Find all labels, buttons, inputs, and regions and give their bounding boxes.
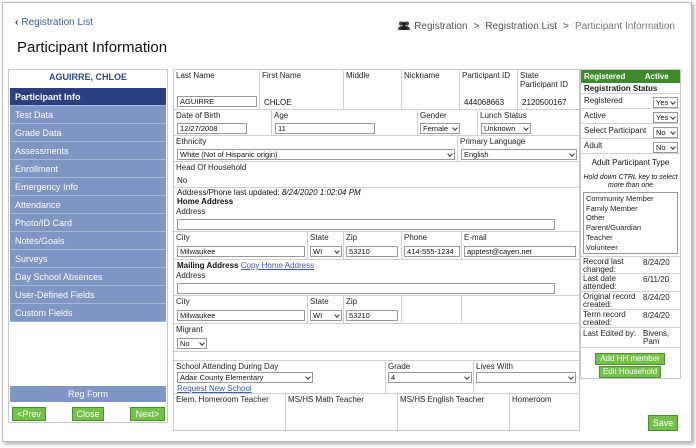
info-value: 8/24/20 [643, 258, 670, 267]
registered-badge: Registered [584, 72, 626, 81]
ethnicity-select[interactable]: White (Not of Hispanic origin) [177, 149, 455, 160]
zip-input[interactable]: 53210 [346, 246, 398, 257]
sidebar-item-emergency-info[interactable]: Emergency Info [10, 178, 166, 196]
info-label: Original record created: [583, 292, 636, 309]
status-label: Registered [584, 96, 623, 105]
dob-label: Date of Birth [176, 111, 221, 120]
state-label: State [310, 233, 329, 242]
mailing-address-input[interactable] [177, 283, 555, 294]
status-label: Select Participant [584, 126, 647, 135]
status-panel [580, 69, 681, 379]
sidebar-item-grade-data[interactable]: Grade Data [10, 124, 166, 142]
age-input[interactable]: 11 [275, 123, 375, 134]
mailing-zip-label: Zip [346, 297, 358, 306]
info-row [581, 310, 680, 328]
participant-id-label: Participant ID [462, 71, 511, 80]
sidebar-item-assessments[interactable]: Assessments [10, 142, 166, 160]
status-header [581, 70, 680, 83]
sidebar [8, 69, 168, 423]
migrant-label: Migrant [176, 325, 203, 334]
sidebar-item-surveys[interactable]: Surveys [10, 250, 166, 268]
city-input[interactable]: Milwaukee [177, 246, 305, 257]
lunch-select[interactable]: Unknown [481, 123, 531, 134]
back-label: Registration List [21, 17, 94, 28]
hoh-cell [174, 162, 580, 188]
hoh-value: No [177, 176, 188, 185]
mailing-address-label: Address [176, 271, 206, 280]
school-select[interactable]: Adair County Elementary [177, 372, 313, 383]
info-value: 6/11/20 [643, 275, 670, 284]
teacher-header-label: Homeroom [512, 395, 552, 404]
student-name: AGUIRRE, CHLOE [48, 72, 127, 82]
sidebar-item-enrollment[interactable]: Enrollment [10, 160, 166, 178]
nickname-label: Nickname [404, 71, 440, 80]
sidebar-item-user-defined-fields[interactable]: User-Defined Fields [10, 286, 166, 304]
email-label: E-mail [464, 233, 487, 242]
page-title: Participant Information [17, 39, 168, 56]
phone-input[interactable]: 414-555-1234 [404, 246, 460, 257]
mailing-state-select[interactable]: WI [310, 310, 342, 321]
teacher-header [398, 394, 510, 431]
adult-type-title: Adult Participant Type [591, 158, 670, 167]
mailing-address-title [177, 261, 314, 270]
state-select[interactable]: WI [310, 246, 342, 257]
address-updated [177, 188, 361, 197]
state-id-label: State Participant ID [520, 71, 569, 89]
sidebar-item-test-data[interactable]: Test Data [10, 106, 166, 124]
migrant-cell [174, 324, 580, 352]
info-label: Last date attended: [583, 274, 617, 291]
listbox-option[interactable]: Community Member [586, 194, 654, 203]
multi-select-hint: Hold down CTRL key to select more than one [583, 174, 678, 189]
crumb-registration-list[interactable]: Registration List [485, 21, 558, 32]
sidebar-item-notes-goals[interactable]: Notes/Goals [10, 232, 166, 250]
info-row [581, 274, 680, 292]
last-name-input[interactable]: AGUIRRE [177, 96, 257, 107]
city-label: City [176, 233, 190, 242]
mailing-city-input[interactable]: Milwaukee [177, 310, 305, 321]
language-select[interactable]: English [461, 149, 577, 160]
sidebar-item-participant-info[interactable]: Participant Info [10, 88, 166, 106]
home-address-title: Home Address [177, 197, 234, 206]
middle-cell [344, 70, 402, 110]
crumb-separator: > [473, 21, 480, 32]
info-value: 8/24/20 [643, 293, 670, 302]
active-select[interactable]: Yes [653, 112, 678, 123]
add-hh-member-button[interactable]: Add HH member [595, 353, 665, 365]
teacher-header-label: MS/HS English Teacher [400, 395, 485, 404]
mailing-title: Mailing Address [177, 261, 239, 270]
first-name-value[interactable]: CHLOE [264, 98, 292, 107]
participant-form [173, 69, 580, 431]
registration-status-title: Registration Status [581, 84, 680, 94]
language-label: Primary Language [460, 137, 526, 146]
status-label: Adult [584, 141, 603, 150]
email-input[interactable]: apptest@cayen.net [464, 246, 576, 257]
school-label: School Attending During Day [176, 362, 279, 371]
crumb-registration[interactable]: Registration [414, 21, 468, 32]
close-button[interactable]: Close [72, 407, 104, 421]
next-button[interactable]: Next> [130, 407, 165, 421]
app-window [2, 2, 692, 442]
teacher-header [174, 394, 286, 431]
state-id-value: 2120500167 [522, 98, 567, 107]
active-badge: Active [644, 72, 669, 81]
listbox-option[interactable]: Teacher [586, 232, 613, 242]
listbox-option[interactable]: Volunteer [586, 242, 618, 252]
mailing-city-label: City [176, 297, 190, 306]
info-label: Record last changed: [583, 257, 624, 274]
participant-id-value: 444068663 [464, 98, 505, 107]
people-icon [397, 21, 411, 30]
first-name-label: First Name [262, 71, 302, 80]
hoh-label: Head Of Household [176, 163, 247, 172]
grade-label: Grade [388, 362, 411, 371]
gender-label: Gender [420, 111, 447, 120]
listbox-option[interactable]: Parent/Guardian [586, 223, 642, 233]
teacher-header [286, 394, 398, 431]
sidebar-item-day-school-absences[interactable]: Day School Absences [10, 268, 166, 286]
migrant-select[interactable]: No [177, 338, 207, 349]
updated-label: Address/Phone last updated: [177, 188, 280, 197]
prev-button[interactable]: <Prev [12, 407, 46, 421]
gender-select[interactable]: Female [420, 123, 460, 134]
sidebar-item-attendance[interactable]: Attendance [10, 196, 166, 214]
adult-select[interactable]: No [653, 142, 678, 153]
mailing-zip-input[interactable]: 53210 [346, 310, 398, 321]
mailing-blank-cell [402, 296, 462, 324]
sidebar-item-photo-id-card[interactable]: Photo/ID Card [10, 214, 166, 232]
info-row [581, 328, 680, 348]
info-row [581, 292, 680, 310]
teacher-header-label: MS/HS Math Teacher [288, 395, 364, 404]
teacher-header [510, 394, 580, 431]
status-label: Active [584, 111, 606, 120]
crumb-separator: > [563, 21, 569, 32]
phone-label: Phone [404, 233, 428, 242]
zip-label: Zip [346, 233, 358, 242]
listbox-option[interactable]: Family Member [586, 203, 638, 213]
adult-type-listbox[interactable] [583, 192, 678, 254]
listbox-option[interactable]: Other [586, 213, 605, 223]
lives-with-select[interactable] [476, 372, 576, 383]
crumb-current: Participant Information [574, 21, 675, 32]
last-name-label: Last Name [176, 71, 215, 80]
request-new-school-link[interactable]: Request New School [177, 384, 252, 393]
info-value: Bivens, Pam [643, 329, 670, 346]
ethnicity-label: Ethnicity [176, 137, 207, 146]
back-link[interactable] [15, 17, 93, 28]
copy-home-address-link[interactable]: Copy Home Address [240, 261, 315, 270]
info-row [581, 256, 680, 274]
select-participant-select[interactable]: No [653, 127, 678, 138]
age-label: Age [274, 111, 289, 120]
mailing-blank-cell [462, 296, 580, 324]
mailing-state-label: State [310, 297, 329, 306]
lunch-label: Lunch Status [480, 111, 527, 120]
nickname-cell [402, 70, 460, 110]
info-label: Term record created: [583, 310, 626, 327]
lives-with-label: Lives With [476, 362, 513, 371]
save-button[interactable]: Save [648, 415, 678, 431]
middle-label: Middle [346, 71, 370, 80]
reg-form-button[interactable]: Reg Form [10, 386, 166, 402]
edit-household-button[interactable]: Edit Household [599, 366, 661, 378]
info-value: 8/24/20 [643, 311, 670, 320]
info-label: Last Edited by: [583, 329, 636, 338]
updated-value: 8/24/2020 1:02:04 PM [281, 188, 361, 197]
breadcrumb [397, 21, 675, 32]
dob-input[interactable]: 12/27/2008 [177, 123, 247, 134]
sidebar-item-custom-fields[interactable]: Custom Fields [10, 304, 166, 322]
address-input[interactable] [177, 219, 555, 230]
chevron-left-icon: ‹ [15, 17, 19, 28]
grade-select[interactable]: 4 [388, 372, 472, 383]
registered-select[interactable]: Yes [653, 97, 678, 108]
teacher-header-label: Elem. Homeroom Teacher [176, 395, 269, 404]
address-label: Address [176, 207, 206, 216]
